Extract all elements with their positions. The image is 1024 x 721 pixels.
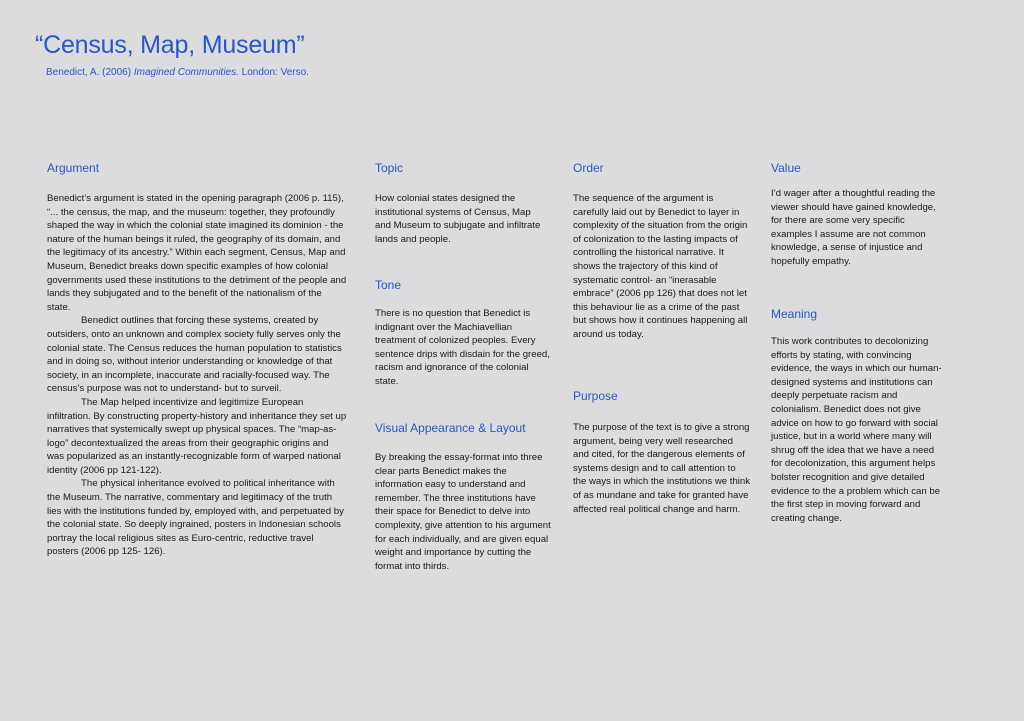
tone-body: There is no question that Benedict is indignant over the Machiavellian treatment of colonized peoples. Every sentence drips with disdain for the greed, racism and ignorance of the colonial state. xyxy=(375,308,550,387)
value-body: I’d wager after a thoughtful reading the viewer should have gained knowledge, for there are some very specific examples I assume are not common knowledge, a sense of injustice and hopefully empathy. xyxy=(771,188,936,267)
citation-book-title: Imagined Communities. xyxy=(133,67,239,78)
argument-paragraph: Benedict outlines that forcing these systems, created by outsiders, onto an unknown and complex society fully serves only the colonial state. The Census reduces the human population to statistics and in doing so, without interior understanding or knowledge of that society, in an incomplete, inaccurate and racially-focused way. The census’s purpose was not to understand- but to surveil. xyxy=(47,315,342,395)
value-heading: Value xyxy=(771,161,801,175)
argument-heading: Argument xyxy=(47,161,100,175)
visual-layout-body: By breaking the essay-format into three clear parts Benedict makes the information easy to understand and remember. The three institutions have their space for Benedict to delve into complexity, give attention to his argument for each individually, and are given equal weight and importance by cutting the format into thirds. xyxy=(375,452,551,572)
page-title: “Census, Map, Museum” xyxy=(35,31,305,59)
topic-body: How colonial states designed the institutional systems of Census, Map and Museum to subjugate and infiltrate lands and people. xyxy=(375,193,541,245)
order-body: The sequence of the argument is carefully laid out by Benedict to layer in complexity of the situation from the origin of colonization to the lasting impacts of controlling the historical narrative. It shows the trajectory of this kind of systematic control- an “inerasable embrace” (2006 pp 126) that does not let this behaviour lie as a crime of the past but shows how it continues happening all around us today. xyxy=(573,193,748,340)
purpose-body: The purpose of the text is to give a strong argument, being very well researched and cited, for the dangerous elements of systems design and to call attention to the ways in which the institutions we think of as mundane and take for granted have affected real political change and harm. xyxy=(573,422,751,515)
argument-paragraph: Benedict’s argument is stated in the opening paragraph (2006 p. 115), “... the census, the map, and the museum: together, they profoundly shaped the way in which the colonial state imagined its dominion - the nature of the human beings it ruled, the geography of its domain, and the legitimacy of its ancestry.” Within each segment, Census, Map and Museum, Benedict breaks down specific examples of how colonial governments used these institutions to the detriment of the people and lands they subjugated and to the benefit of the nationalism of the state. xyxy=(47,193,347,313)
topic-heading: Topic xyxy=(375,161,404,175)
citation-suffix: London: Verso. xyxy=(238,67,309,78)
meaning-heading: Meaning xyxy=(771,307,818,321)
argument-paragraph: The Map helped incentivize and legitimize European infiltration. By constructing property-history and inheritance they set up narratives that systemically swept up physical spaces. The “map-as-logo” decontextualized the areas from their geographic origins and was popularized as an instantly-recognizable form of warped national identity (2006 pp 121-122). xyxy=(47,396,347,476)
citation-prefix: Benedict, A. (2006) xyxy=(46,67,134,78)
argument-paragraph: The physical inheritance evolved to political inheritance with the Museum. The narrative, commentary and legitimacy of the truth lies with the institutions funded by, employed with, and perpetuated by the colonial state. So deeply ingrained, posters in Indonesian schools portray the local religious sites as Euro-centric, reductive travel posters (2006 pp 125- 126). xyxy=(47,478,344,558)
meaning-body: This work contributes to decolonizing efforts by stating, with convincing evidence, the ways in which our human-designed systems and institutions can deeply perpetuate racism and colonialism. Benedict does not give advice on how to go forward with social justice, but in a world where many will shrug off the idea that we have a need for decolonization, this argument helps bolster recognition and give detailed evidence to the a problem which can be the first step in moving forward and creating change. xyxy=(771,336,942,524)
visual-layout-heading: Visual Appearance & Layout xyxy=(375,421,526,435)
tone-heading: Tone xyxy=(375,278,402,292)
order-heading: Order xyxy=(573,161,604,175)
purpose-heading: Purpose xyxy=(573,389,618,403)
argument-body xyxy=(47,192,347,559)
citation xyxy=(46,67,309,78)
